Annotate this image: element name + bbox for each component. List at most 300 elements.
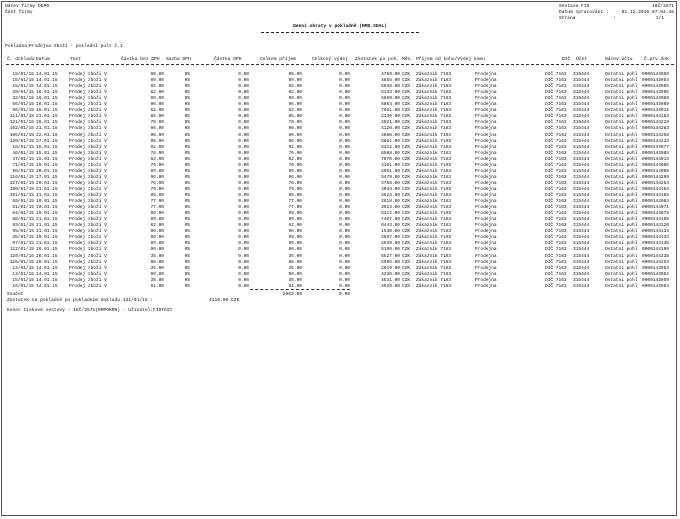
cell-date: 27.01.15 [36,174,58,180]
cell-acct-name: Ostatní pohl [605,132,638,138]
cell-payee: Zákazník 7163 [416,150,452,156]
cell-payee: Zákazník 7163 [416,247,452,253]
cell-balance: 5669.00 [381,96,400,102]
cell-net: 79.00 [150,186,164,192]
cell-acct-name: Ostatní pohl [605,193,638,198]
cell-net: 70.00 [150,120,164,126]
cell-acct: 315444 [573,247,590,253]
cell-balance: 6588.00 [381,150,400,156]
cell-balance: 2919.00 [381,265,400,271]
cell-doc: 10/01/15 [12,144,34,150]
closing-balance-value: 4110.00 CZK [209,298,240,303]
cell-cur: CZK [402,102,411,108]
cell-dic: DIČ 7163 [545,78,567,84]
cell-cur: CZK [402,84,411,90]
cell-prv: 0000144258 [642,132,670,138]
title-underline [261,32,419,33]
cell-doc: 121/01/15 [9,120,34,126]
cell-vat: 0.00 [238,241,249,247]
cell-expense: 0.00 [339,84,350,90]
cell-who: Prodejna [475,217,497,223]
branch-name: Část firmy [5,10,33,15]
cell-acct-name: Ostatní pohl [605,247,638,253]
cell-net: 92.00 [150,84,164,90]
cell-acct: 315444 [573,156,590,162]
cell-prv: 0000143985 [642,150,670,156]
cell-vat: 0.00 [238,114,249,120]
cell-dic: DIČ 7163 [545,150,567,156]
cell-dic: DIČ 7163 [545,102,567,108]
cell-acct: 315444 [573,102,590,108]
cell-balance: 4236.00 [381,271,400,277]
report-label: Sestava FIS [559,4,590,9]
cell-who: Prodejna [475,211,497,217]
cell-date: 19.01.15 [36,205,58,211]
cell-acct: 315444 [573,90,590,96]
cell-balance: 5768.00 [381,180,400,186]
cell-text: Prodej zboží V [69,132,107,138]
cell-dic: DIČ 7163 [545,223,567,229]
report-title: Denní obraty v pokladně (RMD.SDAL) [293,24,387,29]
cell-acct: 315444 [573,223,590,229]
cell-income: 85.00 [288,114,302,120]
cell-net: 99.00 [150,217,164,223]
cell-expense: 0.00 [339,199,350,205]
cell-dic: DIČ 7163 [545,132,567,138]
cell-text: Prodej zboží V [69,271,107,277]
cell-payee: Zákazník 7163 [416,156,452,162]
cell-who: Prodejna [475,205,497,211]
cell-vat: 0.00 [238,72,249,77]
cell-prv: 0000144238 [642,253,670,259]
cell-date: 14.01.15 [36,78,58,84]
cell-dic: DIČ 7163 [545,90,567,96]
cell-dic: DIČ 7163 [545,72,567,77]
cell-payee: Zákazník 7163 [416,271,452,277]
cell-vat: 0.00 [238,283,249,289]
cell-acct: 315444 [573,108,590,114]
cell-text: Prodej zboží V [69,108,107,114]
cell-balance: 4886.00 [381,132,400,138]
cell-payee: Zákazník 7163 [416,217,452,223]
cell-expense: 0.00 [339,211,350,217]
cell-balance: 5854.00 [381,102,400,108]
cell-dic: DIČ 7163 [545,217,567,223]
cell-rate: 0% [184,241,190,247]
cell-who: Prodejna [475,132,497,138]
cell-payee: Zákazník 7163 [416,259,452,265]
cell-net: 96.00 [150,174,164,180]
cell-expense: 0.00 [339,217,350,223]
cell-income: 70.00 [288,120,302,126]
cell-acct-name: Ostatní pohl [605,96,638,102]
cell-date: 14.01.15 [36,84,58,90]
cell-dic: DIČ 7163 [545,265,567,271]
cell-dic: DIČ 7163 [545,120,567,126]
cell-prv: 0000144071 [642,205,670,211]
cell-dic: DIČ 7163 [545,199,567,205]
cell-balance: 8443.00 [381,223,400,229]
cell-expense: 0.00 [339,90,350,96]
cell-acct-name: Ostatní pohl [605,162,638,168]
cell-cur: CZK [402,193,411,198]
cell-rate: 0% [184,84,190,90]
cell-acct: 315444 [573,126,590,132]
cell-prv: 0000143965 [642,84,670,90]
cell-vat: 0.00 [238,174,249,180]
cell-vat: 0.00 [238,253,249,259]
cell-dic: DIČ 7163 [545,271,567,277]
cell-income: 62.00 [288,108,302,114]
cell-balance: 4034.00 [381,186,400,192]
cell-text: Prodej zboží V [69,205,107,211]
cell-prv: 0000143969 [642,96,670,102]
cell-acct: 315444 [573,186,590,192]
cell-prv: 0000144013 [642,156,670,162]
register-value: Prodejna zboží - pokladní pult č.1 [29,44,123,49]
cell-rate: 0% [184,199,190,205]
cell-text: Prodej zboží V [69,138,107,144]
cell-payee: Zákazník 7163 [416,277,452,283]
cell-cur: CZK [402,217,411,223]
cell-acct: 315444 [573,235,590,241]
cell-doc: 90/01/15 [12,168,34,174]
cell-doc: 97/01/15 [12,241,34,247]
cell-vat: 0.00 [238,132,249,138]
cell-income: 77.00 [288,199,302,205]
cell-text: Prodej zboží V [69,253,107,259]
totals-income: 2963.00 [282,292,302,297]
cell-prv: 0000144120 [642,223,670,229]
cell-date: 19.01.15 [36,211,58,217]
cell-doc: 116/01/15 [9,174,34,180]
cell-net: 86.00 [150,259,164,265]
cell-who: Prodejna [475,277,497,283]
cell-balance: 7561.00 [381,108,400,114]
cell-prv: 0000144233 [642,138,670,144]
cell-expense: 0.00 [339,229,350,235]
cell-net: 96.00 [150,132,164,138]
cell-who: Prodejna [475,114,497,120]
cell-who: Prodejna [475,78,497,84]
cell-rate: 0% [184,168,190,174]
cell-net: 76.00 [150,180,164,186]
cell-cur: CZK [402,211,411,217]
cell-income: 99.00 [288,96,302,102]
cell-rate: 0% [184,211,190,217]
cell-acct: 315444 [573,277,590,283]
report-page [1,1,677,516]
cell-payee: Zákazník 7163 [416,211,452,217]
cell-who: Prodejna [475,102,497,108]
cell-expense: 0.00 [339,78,350,84]
cell-who: Prodejna [475,199,497,205]
report-end-note: Konec tiskové sestavy : 16Č/3571(RMPOKRN) - Uživatel:FISTEST [7,308,173,313]
cell-text: Prodej zboží V [69,102,107,108]
cell-doc: 35/01/15 [12,235,34,241]
cell-prv: 0000144209 [642,174,670,180]
cell-acct-name: Ostatní pohl [605,241,638,247]
cell-acct-name: Ostatní pohl [605,72,638,77]
cell-text: Prodej zboží V [69,156,107,162]
cell-payee: Zákazník 7163 [416,180,452,186]
cell-cur: CZK [402,168,411,174]
cell-prv: 0000143953 [642,265,670,271]
cell-acct-name: Ostatní pohl [605,84,638,90]
cell-rate: 0% [184,132,190,138]
cell-text: Prodej zboží V [69,247,107,253]
cell-prv: 0000143959 [642,72,670,77]
cell-payee: Zákazník 7163 [416,72,452,77]
cell-net: 76.00 [150,150,164,156]
cell-payee: Zákazník 7163 [416,241,452,247]
cell-cur: CZK [402,114,411,120]
cell-rate: 0% [184,265,190,271]
cell-acct-name: Ostatní pohl [605,277,638,283]
cell-balance: 4759.00 [381,72,400,77]
cell-net: 92.00 [150,144,164,150]
cell-dic: DIČ 7163 [545,229,567,235]
cell-who: Prodejna [475,193,497,198]
cell-cur: CZK [402,108,411,114]
cell-rate: 0% [184,138,190,144]
col-vat-amount: Částka DPH [214,57,242,62]
cell-payee: Zákazník 7163 [416,235,452,241]
cell-text: Prodej zboží V [69,235,107,241]
cell-acct: 315444 [573,150,590,156]
col-text: Text [70,57,82,62]
header-divider [6,64,674,65]
cell-income: 99.00 [288,211,302,217]
cell-doc: 100/01/15 [9,186,34,192]
cell-expense: 0.00 [339,150,350,156]
cell-doc: 47/01/15 [12,156,34,162]
cell-vat: 0.00 [238,162,249,168]
col-vat-rate: Sazba DPH [166,57,191,62]
cell-dic: DIČ 7163 [545,283,567,289]
cell-doc: 95/01/15 [12,229,34,235]
cell-doc: 15/01/15 [12,72,34,77]
cell-cur: CZK [402,180,411,186]
cell-net: 77.00 [150,199,164,205]
cell-balance: 3513.00 [381,205,400,211]
cell-prv: 0000143964 [642,283,670,289]
cell-balance: 4524.00 [381,193,400,198]
cell-rate: 0% [184,223,190,229]
cell-rate: 0% [184,271,190,277]
col-first-doc: Č.prv.dok. [644,57,672,62]
date-label: Datum zpracování : [559,10,609,15]
cell-doc: 16/01/15 [12,78,34,84]
cell-cur: CZK [402,72,411,77]
cell-rate: 0% [184,186,190,192]
cell-income: 99.00 [288,168,302,174]
cell-doc: 71/01/15 [12,162,34,168]
cell-acct-name: Ostatní pohl [605,253,638,259]
cell-rate: 0% [184,78,190,84]
cell-income: 99.00 [288,78,302,84]
cell-balance: 4920.00 [381,283,400,289]
cell-date: 20.01.15 [36,235,58,241]
cell-acct: 315444 [573,174,590,180]
cell-acct: 315444 [573,253,590,259]
cell-who: Prodejna [475,271,497,277]
cell-balance: 2687.00 [381,235,400,241]
cell-text: Prodej zboží V [69,174,107,180]
cell-date: 14.01.15 [36,277,58,283]
cell-cur: CZK [402,241,411,247]
cell-expense: 0.00 [339,277,350,283]
col-dic: DIČ [562,57,571,62]
cell-acct-name: Ostatní pohl [605,156,638,162]
cell-acct: 315444 [573,144,590,150]
cell-doc: 32/01/15 [12,96,34,102]
cell-expense: 0.00 [339,156,350,162]
cell-prv: 0000143952 [642,271,670,277]
cell-payee: Zákazník 7163 [416,120,452,126]
cell-acct-name: Ostatní pohl [605,90,638,96]
cell-cur: CZK [402,199,411,205]
cell-date: 26.01.15 [36,253,58,259]
cell-net: 99.00 [150,168,164,174]
cell-expense: 0.00 [339,162,350,168]
cell-date: 21.01.15 [36,186,58,192]
cell-income: 76.00 [288,150,302,156]
cell-acct: 315444 [573,229,590,235]
cell-date: 28.01.15 [36,259,58,265]
cell-text: Prodej zboží V [69,78,107,84]
cell-vat: 0.00 [238,211,249,217]
cell-date: 14.01.15 [36,271,58,277]
cell-acct: 315444 [573,217,590,223]
cell-acct-name: Ostatní pohl [605,229,638,235]
cell-payee: Zákazník 7163 [416,84,452,90]
totals-divider [250,289,350,290]
cell-acct: 315444 [573,84,590,90]
cell-income: 99.00 [288,217,302,223]
cell-vat: 0.00 [238,156,249,162]
totals-label: Součet [7,292,24,297]
cell-who: Prodejna [475,162,497,168]
cell-income: 99.00 [288,241,302,247]
cell-net: 99.00 [150,72,164,77]
cell-who: Prodejna [475,283,497,289]
cell-cur: CZK [402,156,411,162]
cell-cur: CZK [402,78,411,84]
cell-cur: CZK [402,235,411,241]
cell-expense: 0.00 [339,120,350,126]
cell-prv: 0000144136 [642,241,670,247]
col-date: Datum [36,57,50,62]
cell-acct: 315444 [573,259,590,265]
cell-dic: DIČ 7163 [545,241,567,247]
cell-date: 14.01.15 [36,265,58,271]
cell-prv: 0000144283 [642,126,670,132]
col-net-amount: Částka bez DPH [121,57,160,62]
cell-income: 61.00 [288,283,302,289]
cell-prv: 0000144133 [642,229,670,235]
page-label: Strana [559,16,576,21]
cell-who: Prodejna [475,235,497,241]
cell-balance: 5038.00 [381,84,400,90]
cell-expense: 0.00 [339,259,350,265]
cell-who: Prodejna [475,156,497,162]
cell-payee: Zákazník 7163 [416,138,452,144]
cell-date: 19.01.15 [36,199,58,205]
cell-acct: 315444 [573,265,590,271]
cell-date: 15.01.15 [36,144,58,150]
cell-income: 79.00 [288,186,302,192]
cell-doc: 16/01/15 [12,283,34,289]
cell-income: 92.00 [288,84,302,90]
cell-date: 15.01.15 [36,150,58,156]
cell-payee: Zákazník 7163 [416,186,452,192]
cell-text: Prodej zboží V [69,96,107,102]
cell-dic: DIČ 7163 [545,205,567,211]
cell-payee: Zákazník 7163 [416,126,452,132]
cell-date: 19.01.15 [36,162,58,168]
cell-acct-name: Ostatní pohl [605,186,638,192]
col-income: Celkem příjem [260,57,296,62]
cell-doc: 29/01/15 [12,90,34,96]
cell-expense: 0.00 [339,253,350,259]
cell-acct-name: Ostatní pohl [605,180,638,186]
cell-cur: CZK [402,205,411,211]
cell-balance: 1530.00 [381,229,400,235]
cell-balance: 5527.00 [381,253,400,259]
cell-acct-name: Ostatní pohl [605,144,638,150]
cell-text: Prodej zboží V [69,277,107,283]
cell-balance: 4531.00 [381,277,400,283]
cell-acct: 315444 [573,78,590,84]
cell-rate: 0% [184,144,190,150]
cell-date: 22.01.15 [36,132,58,138]
cell-doc: 102/01/15 [9,126,34,132]
cell-who: Prodejna [475,223,497,229]
cell-payee: Zákazník 7163 [416,96,452,102]
cell-cur: CZK [402,90,411,96]
cell-expense: 0.00 [339,108,350,114]
cell-acct-name: Ostatní pohl [605,283,638,289]
cell-vat: 0.00 [238,265,249,271]
cell-expense: 0.00 [339,265,350,271]
cell-acct-name: Ostatní pohl [605,138,638,144]
cell-prv: 0000144086 [642,162,670,168]
cell-balance: 5985.00 [381,259,400,265]
cell-balance: 4101.00 [381,162,400,168]
cell-vat: 0.00 [238,126,249,132]
cell-who: Prodejna [475,168,497,174]
cell-payee: Zákazník 7163 [416,283,452,289]
cell-acct-name: Ostatní pohl [605,108,638,114]
cell-payee: Zákazník 7163 [416,90,452,96]
cell-balance: 5133.00 [381,90,400,96]
cell-date: 21.01.15 [36,126,58,132]
cell-expense: 0.00 [339,144,350,150]
cell-acct: 315444 [573,120,590,126]
cell-balance: 7407.00 [381,217,400,223]
col-currency: Měn. [402,57,414,62]
cell-who: Prodejna [475,120,497,126]
cell-acct: 315444 [573,180,590,186]
cell-who: Prodejna [475,241,497,247]
cell-rate: 0% [184,259,190,265]
cell-rate: 0% [184,235,190,241]
cell-doc: 111/01/15 [9,114,34,120]
cell-acct: 315444 [573,199,590,205]
cell-who: Prodejna [475,84,497,90]
cell-net: 35.00 [150,265,164,271]
